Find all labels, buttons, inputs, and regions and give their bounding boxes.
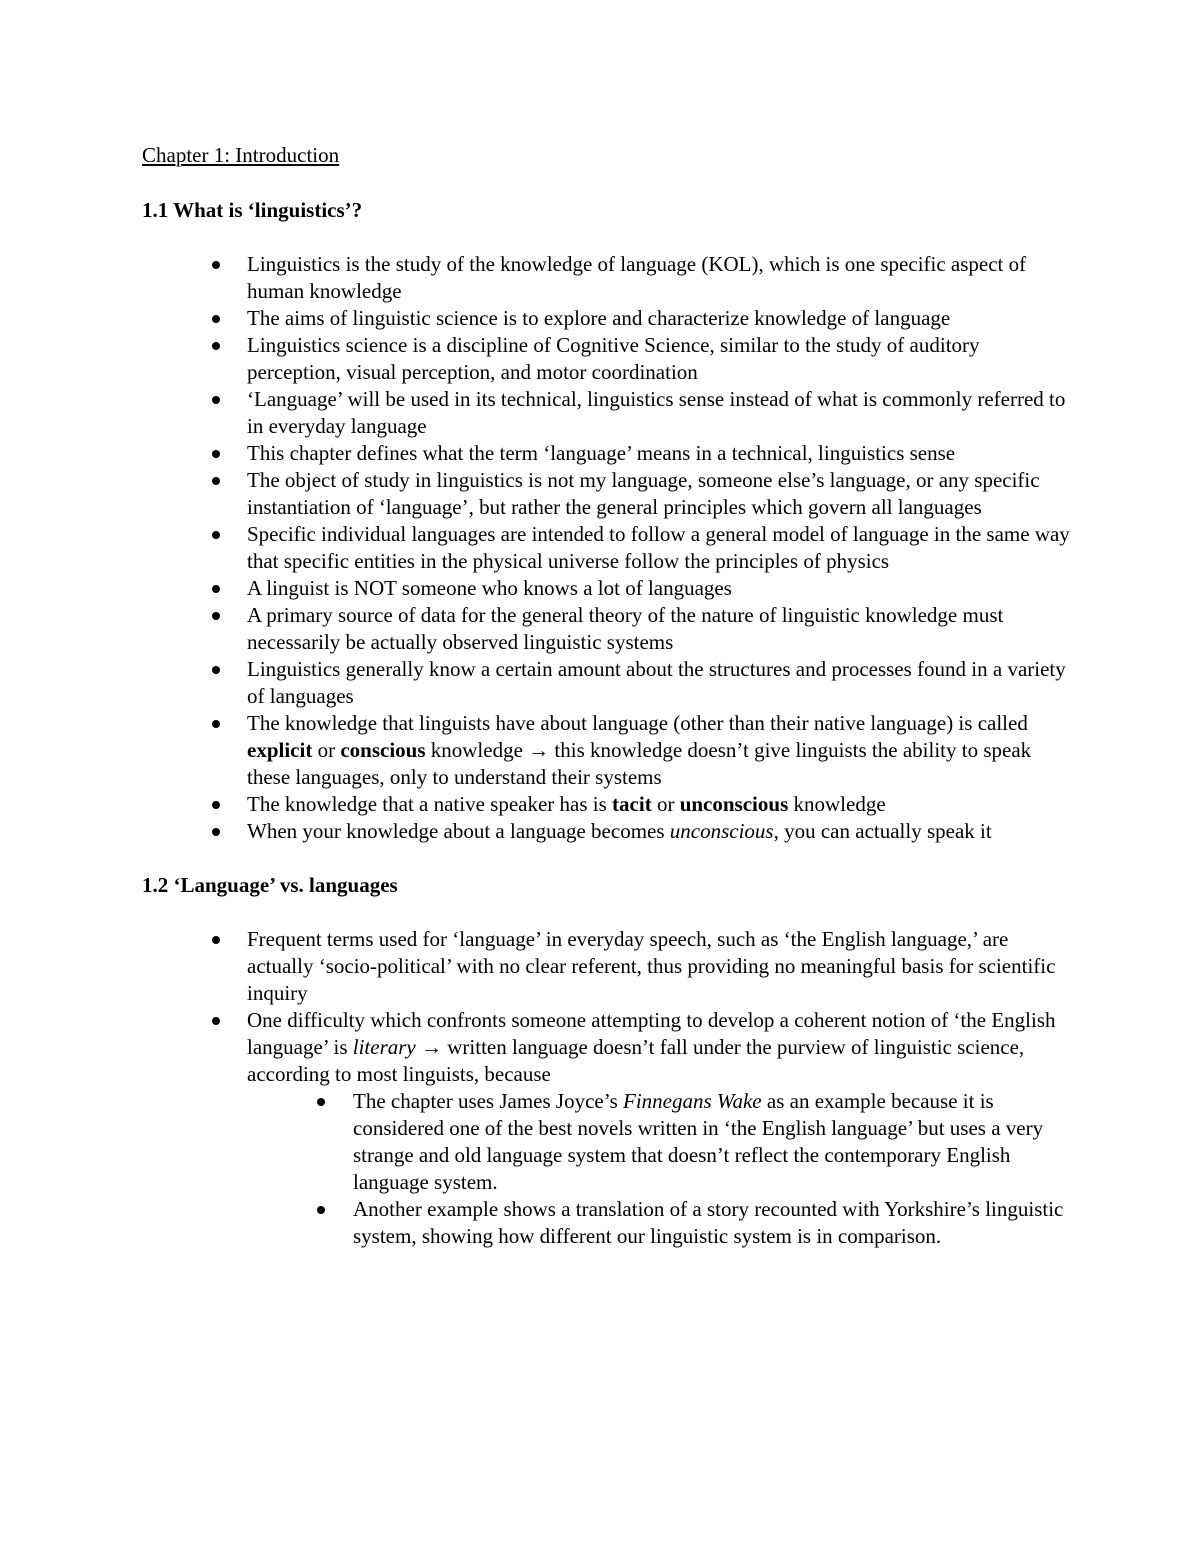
book-title-finnegans-wake: Finnegans Wake [623,1089,762,1113]
term-literary: literary [352,1035,416,1059]
list-item: Linguistics generally know a certain amount about the structures and processes found in a variety of languages [142,656,1072,710]
section-heading-1-1: 1.1 What is ‘linguistics’? [142,198,363,222]
arrow-right-icon: → [421,1035,442,1059]
list-item-tacit-knowledge: The knowledge that a native speaker has is tacit or unconscious knowledge [142,791,1072,818]
sub-list-item-joyce: The chapter uses James Joyce’s Finnegans Wake as an example because it is considered one of the best novels written in ‘the English language’ but uses a very strange and old language system that doesn’t reflect the contemporary English language system. [247,1088,1072,1196]
list-item: Frequent terms used for ‘language’ in everyday speech, such as ‘the English language,’ are actually ‘socio-political’ with no clear referent, thus providing no meaningful basis for scientific inquiry [142,926,1072,1007]
arrow-right-icon: → [528,738,550,762]
list-item: A primary source of data for the general theory of the nature of linguistic knowledge must necessarily be actually observed linguistic systems [142,602,1072,656]
bullet-icon [212,666,220,674]
list-item: The aims of linguistic science is to explore and characterize knowledge of language [142,305,1072,332]
list-item: A linguist is NOT someone who knows a lot of languages [142,575,1072,602]
bullet-icon [212,612,220,620]
bullet-icon [212,396,220,404]
list-item: This chapter defines what the term ‘language’ means in a technical, linguistics sense [142,440,1072,467]
bullet-icon [212,585,220,593]
term-unconscious: unconscious [679,792,789,816]
term-tacit: tacit [612,792,652,816]
bullet-icon [212,450,220,458]
bullet-icon [212,1017,220,1025]
term-conscious: conscious [340,738,426,762]
list-item: The object of study in linguistics is not my language, someone else’s language, or any specific instantiation of ‘language’, but rather the general principles which govern all languages [142,467,1072,521]
bullet-icon [317,1206,325,1214]
list-item: Linguistics science is a discipline of Cognitive Science, similar to the study of auditory perception, visual perception, and motor coordination [142,332,1072,386]
bullet-icon [212,261,220,269]
section-heading-1-2: 1.2 ‘Language’ vs. languages [142,873,398,897]
list-item: Specific individual languages are intended to follow a general model of language in the same way that specific entities in the physical universe follow the principles of physics [142,521,1072,575]
bullet-icon [212,720,220,728]
section-1-1-list [142,251,1072,845]
bullet-icon [212,828,220,836]
sub-list-wrapper [142,1088,1072,1250]
list-item: ‘Language’ will be used in its technical, linguistics sense instead of what is commonly referred to in everyday language [142,386,1072,440]
chapter-title: Chapter 1: Introduction [142,143,340,167]
list-item-unconscious: When your knowledge about a language becomes unconscious, you can actually speak it [142,818,1072,845]
list-item: Linguistics is the study of the knowledge of language (KOL), which is one specific aspect of human knowledge [142,251,1072,305]
list-item-explicit-knowledge: The knowledge that linguists have about language (other than their native language) is called explicit or conscious knowledge → this knowledge doesn’t give linguists the ability to speak these languages, only to understand their systems [142,710,1072,791]
term-unconscious-italic: unconscious [669,819,774,843]
section-1-2-list [142,926,1072,1250]
bullet-icon [212,477,220,485]
sub-list-item-yorkshire: Another example shows a translation of a story recounted with Yorkshire’s linguistic system, showing how different our linguistic system is in comparison. [247,1196,1072,1250]
sub-list [247,1088,1072,1250]
list-item-difficulty: One difficulty which confronts someone attempting to develop a coherent notion of ‘the English language’ is literary → written language doesn’t fall under the purview of linguistic science, according to most linguists, because The chapter uses James Joyce’s Finnegans Wake as an example because it is considered one of the best novels written in ‘the English language’ but uses a very strange and old language system that doesn’t reflect the contemporary English language system. Another example shows a translation of a story recounted with Yorkshire’s linguistic system, showing how different our linguistic system is in comparison. [142,1007,1072,1250]
bullet-icon [317,1098,325,1106]
document-page [142,142,1072,1250]
bullet-icon [212,342,220,350]
bullet-icon [212,936,220,944]
bullet-icon [212,315,220,323]
bullet-icon [212,531,220,539]
bullet-icon [212,801,220,809]
term-explicit: explicit [247,738,313,762]
